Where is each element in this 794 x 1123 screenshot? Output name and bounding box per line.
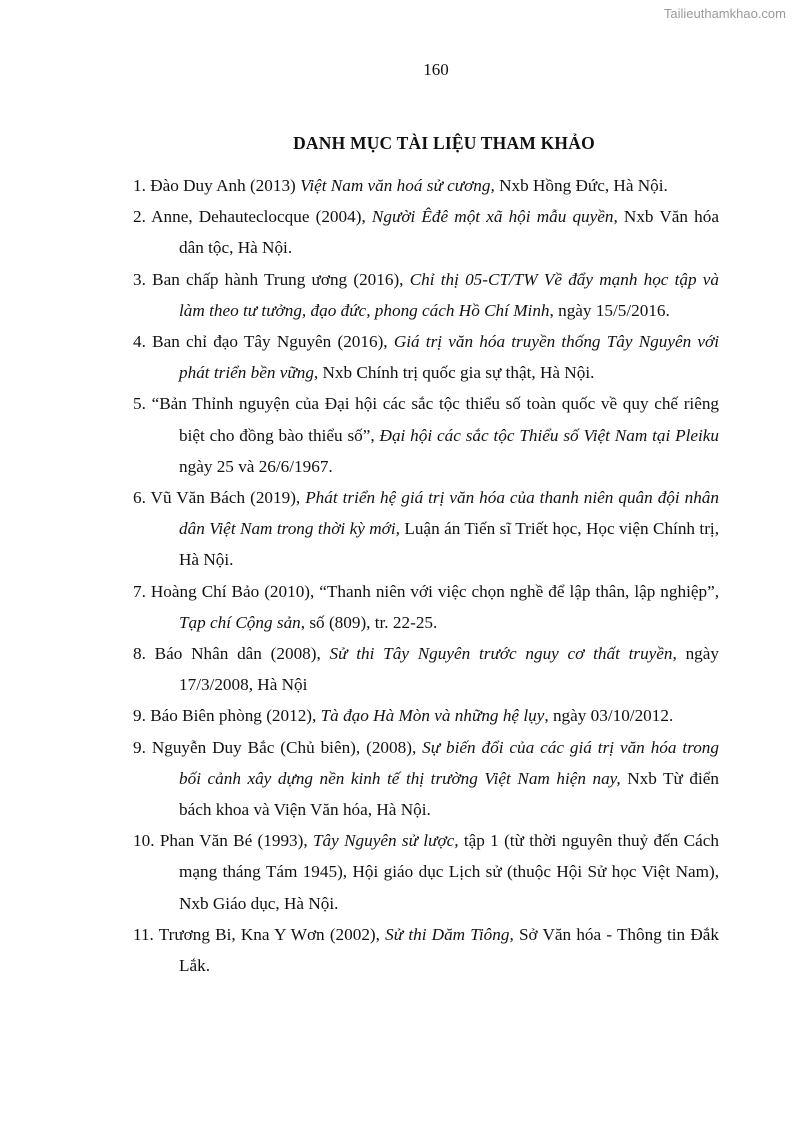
reference-item: 11. Trương Bi, Kna Y Wơn (2002), Sử thi Dăm Tiông, Sở Văn hóa - Thông tin Đắk Lắk. (133, 924, 719, 976)
reference-list (133, 170, 719, 981)
page-title: DANH MỤC TÀI LIỆU THAM KHẢO (293, 133, 595, 153)
reference-item: 4. Ban chỉ đạo Tây Nguyên (2016), Giá trị văn hóa truyền thống Tây Nguyên với phát triển bền vững, Nxb Chính trị quốc gia sự thật, Hà Nội. (133, 332, 720, 383)
page-number: 160 (423, 60, 449, 79)
reference-item: 10. Phan Văn Bé (1993), Tây Nguyên sử lược, tập 1 (từ thời nguyên thuỷ đến Cách mạng tháng Tám 1945), Hội giáo dục Lịch sử (thuộc Hội Sử học Việt Nam), Nxb Giáo dục, Hà Nội. (133, 831, 719, 913)
reference-item: 1. Đào Duy Anh (2013) Việt Nam văn hoá sử cương, Nxb Hồng Đức, Hà Nội. (133, 176, 668, 195)
reference-item: 9. Báo Biên phòng (2012), Tà đạo Hà Mòn và những hệ lụy, ngày 03/10/2012. (133, 706, 674, 726)
reference-item: 5. “Bản Thỉnh nguyện của Đại hội các sắc tộc thiểu số toàn quốc về quy chế riêng biệt cho đồng bào thiểu số”, Đại hội các sắc tộc Thiểu số Việt Nam tại Pleiku ngày 25 và 26/6/1967. (133, 394, 720, 476)
reference-item: 8. Báo Nhân dân (2008), Sử thi Tây Nguyên trước nguy cơ thất truyền, ngày 17/3/2008, Hà Nội (133, 644, 719, 695)
reference-item: 2. Anne, Dehauteclocque (2004), Người Êđê một xã hội mẫu quyền, Nxb Văn hóa dân tộc, Hà Nội. (133, 207, 719, 258)
reference-item: 9. Nguyễn Duy Bắc (Chủ biên), (2008), Sự biến đổi của các giá trị văn hóa trong bối cảnh xây dựng nền kinh tế thị trường Việt Nam hiện nay, Nxb Từ điển bách khoa và Viện Văn hóa, Hà Nội. (133, 737, 719, 820)
watermark-text: Tailieuthamkhao.com (663, 6, 786, 21)
reference-item: 6. Vũ Văn Bách (2019), Phát triển hệ giá trị văn hóa của thanh niên quân đội nhân dân Việt Nam trong thời kỳ mới, Luận án Tiến sĩ Triết học, Học viện Chính trị, Hà Nội. (133, 488, 719, 570)
reference-item: 3. Ban chấp hành Trung ương (2016), Chỉ thị 05-CT/TW Về đẩy mạnh học tập và làm theo tư tưởng, đạo đức, phong cách Hồ Chí Minh, ngày 15/5/2016. (133, 269, 720, 320)
reference-item: 7. Hoàng Chí Bảo (2010), “Thanh niên với việc chọn nghề để lập thân, lập nghiệp”, Tạp chí Cộng sản, số (809), tr. 22-25. (133, 581, 720, 632)
